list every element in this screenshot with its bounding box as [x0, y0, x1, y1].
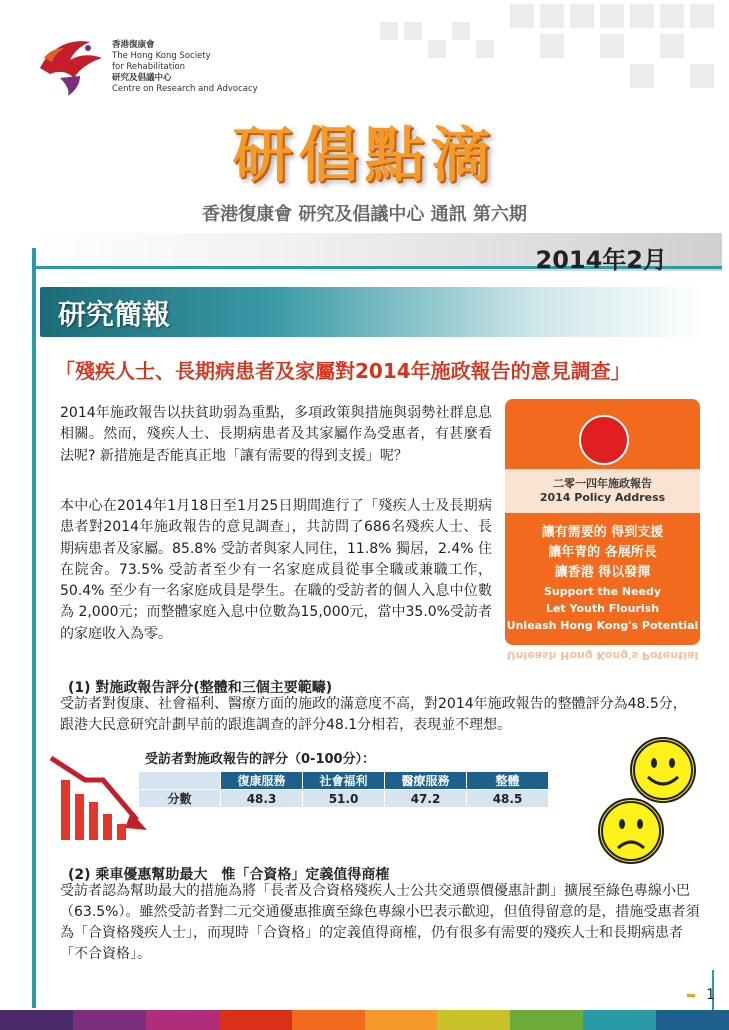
footer-color-segment — [0, 1010, 73, 1030]
table-header-cell: 復康服務 — [221, 772, 303, 790]
survey-paragraph: 本中心在2014年1月18日至1月25日期間進行了「殘疾人士及長期病患者對2014年施政報告的意見調查」，共訪問了686名殘疾人士、長期病患者及家屬。85.8% 受訪者與家人同住，11.8% 獨居，2.4% 住在院舍。73.5% 受訪者至少有一名家庭成員從事全職或兼職工作，50.4% 至少有一名家庭成員是學生。在職的受訪者的個人入息中位數為 2,000元；而整體家庭入息中位數為15,000元，當中35.0%受訪者的家庭收入為零。 — [60, 498, 492, 642]
footer-color-bar — [0, 1010, 729, 1030]
logo-text — [112, 40, 258, 95]
decor-square — [600, 34, 624, 58]
decor-square — [540, 4, 564, 28]
newsletter-subtitle: 香港復康會 研究及倡議中心 通訊 第六期 — [202, 204, 527, 225]
poster-reflection — [505, 645, 700, 671]
decor-square — [630, 4, 654, 28]
footer-color-segment — [146, 1010, 219, 1030]
centre-name-en: Centre on Research and Advocacy — [112, 84, 258, 94]
poster-slogan-en: Support the Needy — [543, 585, 662, 598]
table-header-cell: 整體 — [467, 772, 549, 790]
table-header-cell: 社會福利 — [303, 772, 385, 790]
table-cell: 48.3 — [221, 790, 303, 808]
decor-square — [630, 64, 654, 88]
happy-face-icon — [630, 737, 696, 803]
org-name-cn: 香港復康會 — [112, 40, 155, 50]
footer-color-segment — [437, 1010, 510, 1030]
org-name-en-1: The Hong Kong Society — [112, 51, 211, 61]
table-cell: 47.2 — [385, 790, 467, 808]
footer-color-segment — [292, 1010, 365, 1030]
table-cell: 51.0 — [303, 790, 385, 808]
table-header-cell — [139, 772, 221, 790]
decor-square — [404, 22, 422, 40]
decor-square — [690, 64, 714, 88]
decor-square — [660, 4, 684, 28]
footer-color-segment — [510, 1010, 583, 1030]
table-header-row — [139, 772, 549, 790]
poster-band-cn: 二零一四年施政報告 — [553, 477, 652, 490]
footer-color-segment — [219, 1010, 292, 1030]
hksr-logo — [30, 28, 108, 98]
decor-square — [380, 22, 398, 40]
sad-face-icon — [598, 798, 664, 864]
section2-body: 受訪者認為幫助最大的措施為將「長者及合資格殘疾人士公共交通票價優惠計劃」擴展至綠色專線小巴（63.5%）。雖然受訪者對二元交通優惠推廣至綠色專線小巴表示歡迎，但值得留意的是，措施受惠者須為「合資格殘疾人士」，而現時「合資格」的定義值得商榷，仍有很多有需要的殘疾人士和長期病患者「不合資格」。 — [60, 883, 700, 962]
issue-date: 2014年2月 — [535, 246, 667, 274]
table-cell: 48.5 — [467, 790, 549, 808]
centre-name-cn: 研究及倡議中心 — [112, 73, 172, 83]
section1-heading: (1) 對施政報告評分(整體和三個主要範疇) — [68, 680, 333, 696]
poster-slogan-cn: 讓年青的 各展所長 — [548, 545, 657, 560]
section1-body: 受訪者對復康、社會福利、醫療方面的施政的滿意度不高，對2014年施政報告的整體評分為48.5分，跟港大民意研究計劃早前的跟進調查的評分48.1分相若，表現並不理想。 — [60, 696, 687, 733]
org-name-en-2: for Rehabilitation — [112, 62, 186, 72]
page-dash — [687, 994, 695, 997]
poster-slogan-cn: 讓香港 得以發揮 — [554, 565, 651, 580]
table-row — [139, 790, 549, 808]
newsletter-title: 研倡點滴 — [232, 121, 497, 191]
table-header-cell: 醫療服務 — [385, 772, 467, 790]
section-title: 研究簡報 — [58, 298, 171, 331]
decor-square — [510, 4, 534, 28]
left-rule — [32, 248, 36, 1008]
poster-slogan-en: Unleash Hong Kong's Potential — [506, 619, 699, 632]
decor-square — [660, 34, 684, 58]
page-number: 1 — [706, 987, 715, 1003]
footer-color-segment — [583, 1010, 656, 1030]
section2-heading: (2) 乘車優惠幫助最大 惟「合資格」定義值得商榷 — [68, 867, 390, 883]
decor-square — [476, 40, 494, 58]
poster-reflection-text: Unleash Hong Kong's Potential — [506, 649, 699, 662]
score-table — [138, 771, 549, 808]
score-table-title: 受訪者對施政報告的評分（0-100分）： — [145, 752, 376, 767]
decor-square — [428, 40, 446, 58]
hk-emblem-icon — [579, 415, 629, 465]
decor-square — [540, 34, 564, 58]
footer-color-segment — [656, 1010, 729, 1030]
poster-band-en: 2014 Policy Address — [539, 491, 666, 504]
poster-slogan-cn: 讓有需要的 得到支援 — [541, 525, 664, 540]
decor-square — [452, 22, 470, 40]
footer-color-segment — [365, 1010, 438, 1030]
intro-paragraph: 2014年施政報告以扶貧助弱為重點，多項政策與措施與弱勢社群息息相關。然而，殘疾人士、長期病患者及其家屬作為受惠者，有甚麼看法呢? 新措施是否能真正地「讓有需要的得到支援」呢？ — [60, 405, 492, 464]
decor-square — [690, 4, 714, 28]
article-headline: 「殘疾人士、長期病患者及家屬對2014年施政報告的意見調查」 — [55, 359, 631, 383]
poster-slogan-en: Let Youth Flourish — [545, 602, 660, 615]
table-row-label: 分數 — [139, 790, 221, 808]
policy-address-poster — [505, 399, 700, 645]
decor-square — [600, 4, 624, 28]
footer-color-segment — [73, 1010, 146, 1030]
decor-square — [570, 4, 594, 28]
